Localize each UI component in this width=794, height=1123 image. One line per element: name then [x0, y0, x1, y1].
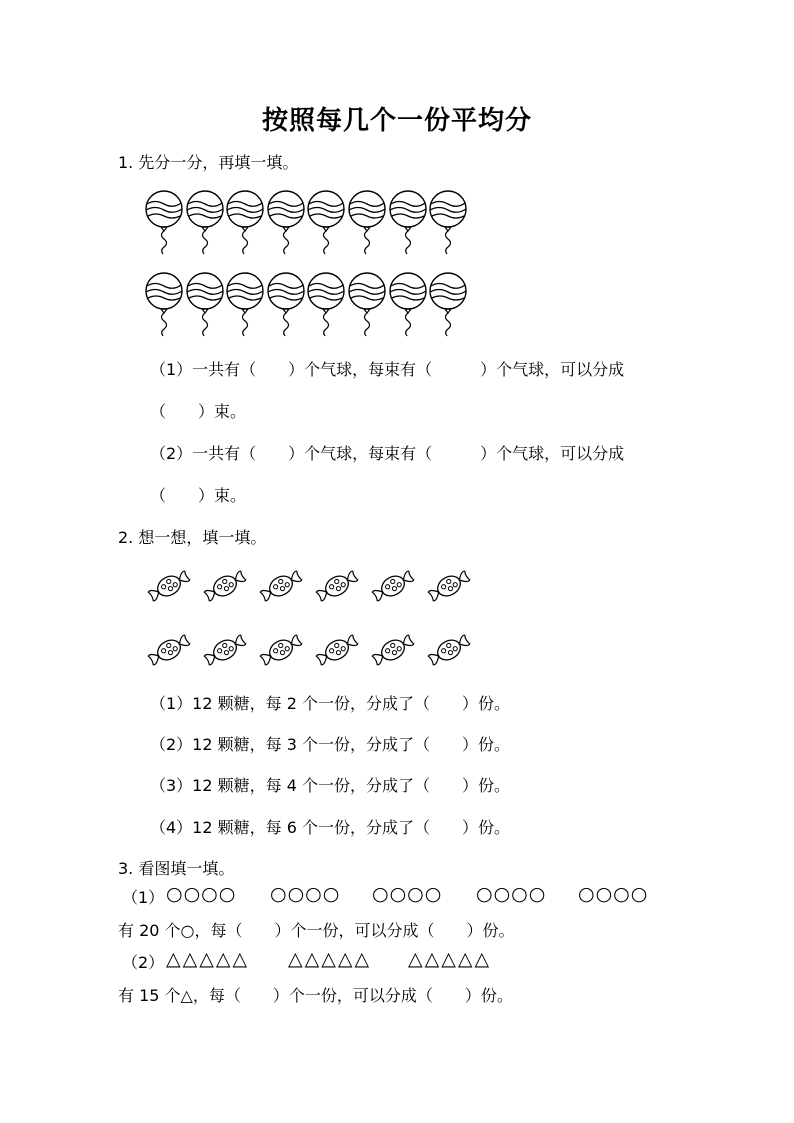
- balloon-icon: [428, 272, 468, 338]
- q2-item-1: （1）12 颗糖，每 2 个一份，分成了（ ）份。: [150, 694, 510, 713]
- q3-circle-group-2: ○○○○: [270, 883, 341, 905]
- q2-item-3: （3）12 颗糖，每 4 个一份，分成了（ ）份。: [150, 776, 510, 795]
- candy-icon: [426, 566, 472, 606]
- balloon-row-2: [144, 272, 469, 338]
- balloon-icon: [428, 190, 468, 256]
- balloon-icon: [306, 272, 346, 338]
- q3-triangle-group-3: △△△△△: [408, 948, 492, 970]
- candy-icon: [426, 630, 472, 670]
- candy-row-1: [146, 566, 482, 606]
- q2-item-4: （4）12 颗糖，每 6 个一份，分成了（ ）份。: [150, 818, 510, 837]
- q3-triangle-group-2: △△△△△: [288, 948, 372, 970]
- candy-icon: [202, 566, 248, 606]
- balloon-row-1: [144, 190, 469, 256]
- q1-line-1: （1）一共有（ ）个气球，每束有（ ）个气球，可以分成: [150, 360, 625, 379]
- balloon-icon: [347, 190, 387, 256]
- balloon-icon: [388, 190, 428, 256]
- balloon-icon: [185, 190, 225, 256]
- q3-triangle-group-1: △△△△△: [166, 948, 250, 970]
- balloon-icon: [266, 272, 306, 338]
- q3-heading: 3. 看图填一填。: [118, 859, 235, 878]
- page-title: 按照每几个一份平均分: [261, 106, 532, 136]
- balloon-icon: [225, 272, 265, 338]
- candy-icon: [370, 630, 416, 670]
- q1-line-4: （ ）束。: [150, 486, 247, 505]
- candy-icon: [258, 630, 304, 670]
- q3-part2-label: （2）: [122, 953, 165, 972]
- candy-icon: [202, 630, 248, 670]
- q1-line-2: （ ）束。: [150, 402, 247, 421]
- candy-icon: [146, 630, 192, 670]
- q3-circle-group-1: ○○○○: [166, 883, 237, 905]
- balloon-icon: [144, 190, 184, 256]
- candy-icon: [146, 566, 192, 606]
- balloon-icon: [266, 190, 306, 256]
- balloon-icon: [144, 272, 184, 338]
- q1-heading: 1. 先分一分，再填一填。: [118, 153, 299, 172]
- balloon-icon: [347, 272, 387, 338]
- balloon-icon: [225, 190, 265, 256]
- candy-icon: [314, 566, 360, 606]
- q2-heading: 2. 想一想，填一填。: [118, 528, 267, 547]
- q3-circle-group-5: ○○○○: [578, 883, 649, 905]
- q1-line-3: （2）一共有（ ）个气球，每束有（ ）个气球，可以分成: [150, 444, 625, 463]
- candy-row-2: [146, 630, 482, 670]
- q3-part1-text: 有 20 个○，每（ ）个一份，可以分成（ ）份。: [118, 921, 515, 940]
- balloon-icon: [185, 272, 225, 338]
- q3-part2-text: 有 15 个△，每（ ）个一份，可以分成（ ）份。: [118, 986, 513, 1005]
- q3-part1-label: （1）: [122, 888, 165, 907]
- candy-icon: [258, 566, 304, 606]
- candy-icon: [314, 630, 360, 670]
- q3-circle-group-4: ○○○○: [476, 883, 547, 905]
- q2-item-2: （2）12 颗糖，每 3 个一份，分成了（ ）份。: [150, 735, 510, 754]
- q3-circle-group-3: ○○○○: [372, 883, 443, 905]
- balloon-icon: [306, 190, 346, 256]
- candy-icon: [370, 566, 416, 606]
- balloon-icon: [388, 272, 428, 338]
